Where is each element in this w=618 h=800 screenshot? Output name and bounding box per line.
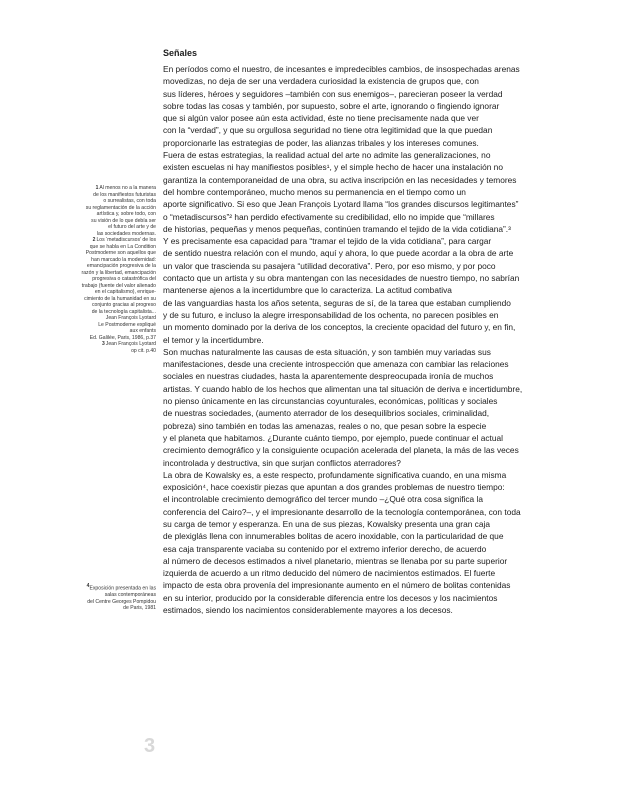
footnote-4 (30, 583, 156, 612)
text-line: no pienso únicamente en las circunstancias coyunturales, económicas, políticas y sociales (163, 396, 498, 407)
text-line: del hombre contemporáneo, mucho menos su permanencia en el tiempo como un (163, 186, 466, 197)
text-line: que si algún valor posee aún esta actividad, éste no tiene precisamente nada que ver (163, 113, 479, 124)
text-line: conferencia del Cairo?–, y el impresionante desarrollo de la tecnología contemporánea, con toda (163, 506, 521, 517)
article-body (163, 48, 583, 616)
footnote-2 (30, 237, 156, 341)
text-line: de sentido nuestra relación con el mundo, aquí y ahora, lo que puede acordar a la obra de arte (163, 248, 514, 259)
text-line: el incontrolable crecimiento demográfico del tercer mundo –¿Qué otra cosa significa la (163, 494, 484, 505)
text-line: La obra de Kowalsky es, a este respecto, profundamente significativa cuando, en una misma (163, 469, 507, 480)
text-line: existen escuelas ni hay manifiestos posibles¹, y el simple hecho de hacer una instalación no (163, 162, 503, 173)
text-line: al número de decesos estimados a nivel planetario, mientras se llenaba por su parte superior (163, 555, 508, 566)
page-number: 3 (144, 735, 156, 757)
footnote-number: 2 (92, 237, 96, 243)
text-line: pobreza) sino también en todas las amenazas, reales o no, que pesan sobre la especie (163, 420, 487, 431)
text-line: aporte significativo. Si eso que Jean François Lyotard llama “los grandes discursos legitimantes” (163, 199, 519, 210)
text-line: sociales en nuestras ciudades, hasta la aparentemente despreocupada ironía de muchos (163, 371, 494, 382)
section-heading: Señales (163, 48, 198, 58)
paragraphs (163, 63, 583, 616)
text-line: proporcionarle las estrategias de poder, las alianzas tribales y los intereses comunes. (163, 137, 479, 148)
footnote-text: Exposición presentada en las salas contemporáneas del Centre Georges Pompidou de Paris, 1981 (87, 585, 156, 612)
text-line: de las vanguardias hasta los años setenta, seguras de sí, de la tarea que estaban cumpliendo (163, 297, 511, 308)
text-line: crecimiento demográfico y la consiguiente ocupación acelerada del planeta, la más de las veces (163, 445, 519, 456)
paragraph (163, 346, 583, 469)
text-line: Fuera de estas estrategias, la realidad actual del arte no admite las generalizaciones, no (163, 150, 491, 161)
text-line: Son muchas naturalmente las causas de esta situación, y son también muy variadas sus (163, 346, 491, 357)
footnotes-column (30, 185, 156, 354)
footnote-text: Jean François Lyotard op cit. p.40 (105, 341, 156, 354)
text-line: manifestaciones, desde una creciente introspección que amenaza con cambiar las relaciones (163, 359, 509, 370)
text-line: En períodos como el nuestro, de incesantes e impredecibles cambios, de insospechadas arenas (163, 64, 520, 74)
text-line: el temor y la incertidumbre. (163, 334, 264, 345)
text-line: su carga de temor y esperanza. En una de sus piezas, Kowalsky presenta una gran caja (163, 518, 490, 529)
paragraph (163, 63, 583, 149)
text-line: movedizas, no deja de ser una verdadera curiosidad la existencia de grupos que, con (163, 76, 479, 87)
text-line: un momento dominado por la deriva de los conceptos, la creciente opacidad del futuro y, en fin, (163, 322, 516, 333)
footnote-text: Los ‘metadiscursos’ de los que se habla en La Condition Postmoderne son aquellos que han marcado la modernidad: emancipación progresiva de la razón y la libertad, emancipación progresiva o catastrófica del trabajo (fuente del valor alienado en el capitalismo), enrique- cimiento de la humanidad en su conjunto gracias al progreso de la tecnología capitalista... Jean François Lyotard Le Postmoderne expliqué aux enfants Ed. Galilée, Paris, 1986, p.37 (81, 237, 156, 341)
footnote-number: 4 (86, 583, 90, 590)
footnote-3 (30, 341, 156, 354)
text-line: sobre todas las cosas y también, por supuesto, sobre el arte, ignorando o fingiendo ignorar (163, 100, 500, 111)
text-line: contacto que un artista y su obra mantengan con las necesidades de nuestro tiempo, no sabrían (163, 273, 520, 284)
paragraph (163, 469, 583, 617)
footnote-number: 3 (102, 341, 105, 347)
text-line: garantiza la contemporaneidad de una obra, su activa inscripción en las necesidades y temores (163, 174, 517, 185)
text-line: de nuestras sociedades, (aumento aterrador de los desequilibrios sociales, criminalidad, (163, 408, 490, 419)
text-line: de historias, pequeñas y menos pequeñas, continúen tramando el tejido de la vida cotidiana”.³ (163, 223, 511, 234)
text-line: esa caja transparente vaciaba su contenido por el extremo inferior derecho, de acuerdo (163, 543, 487, 554)
text-line: Y es precisamente esa capacidad para “tramar el tejido de la vida cotidiana”, para cargar (163, 236, 492, 247)
footnote-number: 1 (95, 185, 99, 191)
text-line: impacto de esta obra provenía del impresionante aumento en el número de bolitas contenidas (163, 580, 511, 591)
text-line: artistas. Y cuando hablo de los hechos que alimentan una tal situación de deriva e incertidumbre, (163, 383, 523, 394)
text-line: o “metadiscursos”² han perdido efectivamente su credibilidad, ello no impide que “millares (163, 211, 495, 222)
footnote-1 (30, 185, 156, 237)
text-line: izquierda de acuerdo a un ritmo deducido del número de nacimientos estimados. El fuerte (163, 568, 496, 579)
text-line: y de su futuro, e incluso la alegre irresponsabilidad de los ochenta, no parecen posibles en (163, 309, 499, 320)
paragraph (163, 149, 583, 346)
text-line: incontrolada y destructiva, sin que surjan conflictos aterradores? (163, 457, 401, 468)
text-line: de plexiglás llena con innumerables bolitas de acero inoxidable, con la particularidad de que (163, 531, 504, 542)
text-line: un valor que trascienda su pasajera “utilidad decorativa”. Pero, por eso mismo, y por poco (163, 260, 496, 271)
text-line: estimados, siendo los nacimientos considerablemente mayores a los decesos. (163, 605, 453, 616)
text-line: sus líderes, héroes y seguidores –también con sus enemigos–, parecieran poseer la verdad (163, 88, 503, 99)
text-line: exposición⁴, hace coexistir piezas que apuntan a dos grandes problemas de nuestro tiempo: (163, 482, 505, 493)
text-line: y el planeta que habitamos. ¿Durante cuánto tiempo, por ejemplo, puede continuar el actual (163, 432, 503, 443)
text-line: en su interior, producido por la considerable diferencia entre los decesos y los nacimientos (163, 592, 498, 603)
footnote-text: Al menos no a la manera de los manifiestos futuristas o surrealistas, con toda su reglamentación de la acción artística y, sobre todo, con su visión de lo que debía ser el futuro del arte y de las sociedades modernas. (85, 185, 156, 237)
text-line: mantenerse ajenos a la incertidumbre que lo caracteriza. La actitud combativa (163, 285, 452, 296)
text-line: con la “verdad”, y que su orgullosa seguridad no tiene otra legitimidad que la que puedan (163, 125, 493, 136)
